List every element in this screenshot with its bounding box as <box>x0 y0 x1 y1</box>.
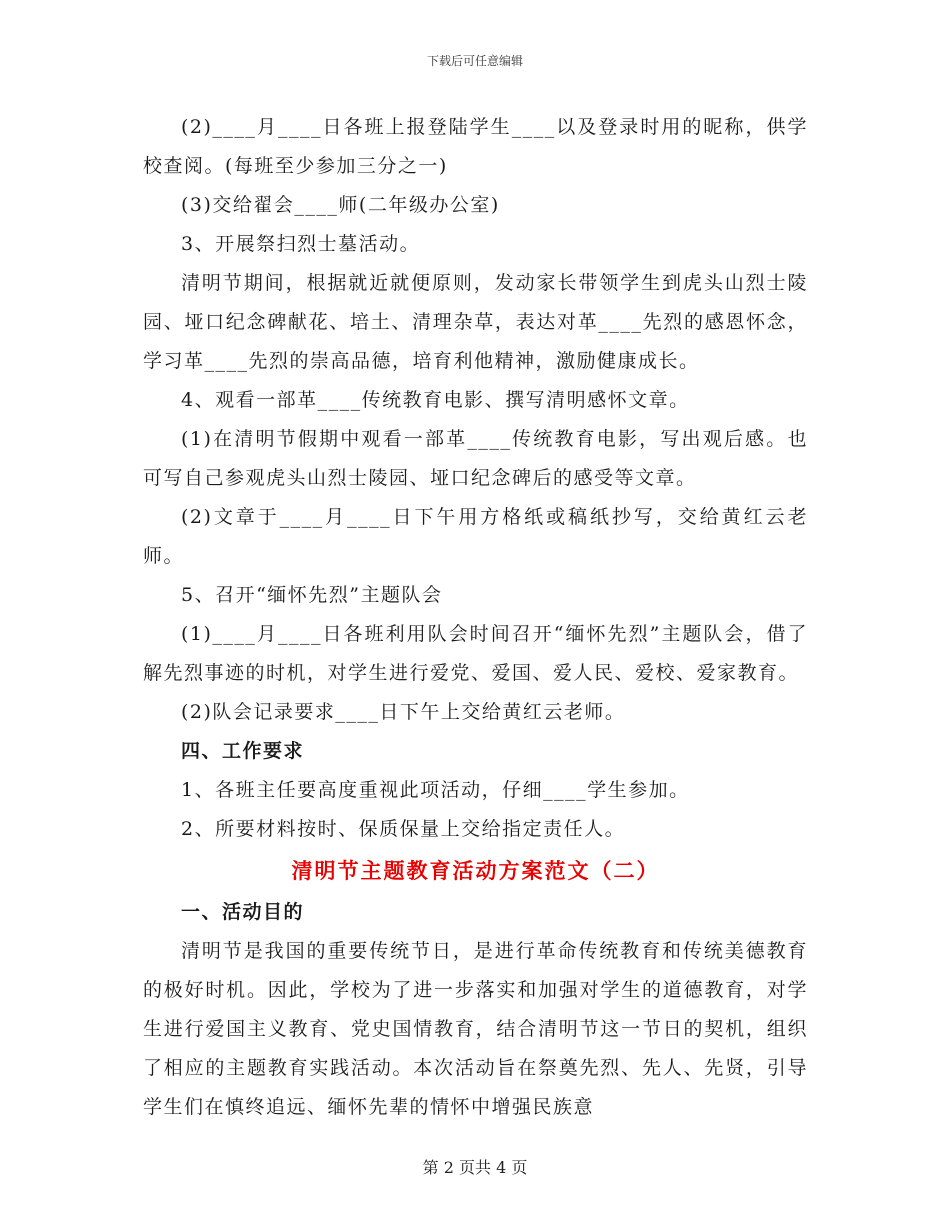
paragraph: 清明节期间，根据就近就便原则，发动家长带领学生到虎头山烈士陵园、垭口纪念碑献花、培土、清理杂草，表达对革____先烈的感恩怀念，学习革____先烈的崇高品德，培育利他精神，激励健康成长。 <box>143 272 808 372</box>
paragraph: 1、各班主任要高度重视此项活动，仔细____学生参加。 <box>181 779 690 801</box>
paragraph: 清明节是我国的重要传统节日，是进行革命传统教育和传统美德教育的极好时机。因此，学校为了进一步落实和加强对学生的道德教育，对学生进行爱国主义教育、党史国情教育，结合清明节这一节日的契机，组织了相应的主题教育实践活动。本次活动旨在祭奠先烈、先人、先贤，引导学生们在慎终追远、缅怀先辈的情怀中增强民族意 <box>143 940 808 1118</box>
paragraph: (2)文章于____月____日下午用方格纸或稿纸抄写，交给黄红云老师。 <box>143 506 808 567</box>
section-title: 清明节主题教育活动方案范文（二） <box>291 859 660 883</box>
page-number: 第 2 页共 4 页 <box>422 1158 528 1177</box>
paragraph: (1)在清明节假期中观看一部革____传统教育电影，写出观后感。也可写自己参观虎头山烈士陵园、垭口纪念碑后的感受等文章。 <box>143 428 808 489</box>
document-body <box>143 108 808 1127</box>
paragraph: 3、开展祭扫烈士墓活动。 <box>181 233 421 255</box>
paragraph: (1)____月____日各班利用队会时间召开“缅怀先烈”主题队会，借了解先烈事迹的时机，对学生进行爱党、爱国、爱人民、爱校、爱家教育。 <box>143 623 808 684</box>
paragraph: (2)队会记录要求____日下午上交给黄红云老师。 <box>181 701 626 723</box>
section-heading-work-requirements: 四、工作要求 <box>181 740 305 762</box>
paragraph: 4、观看一部革____传统教育电影、撰写清明感怀文章。 <box>181 389 690 411</box>
paragraph: (2)____月____日各班上报登陆学生____以及登录时用的昵称，供学校查阅。(每班至少参加三分之一) <box>143 116 808 177</box>
paragraph: (3)交给翟会____师(二年级办公室) <box>181 194 500 216</box>
header-note: 下载后可任意编辑 <box>426 54 523 68</box>
paragraph: 2、所要材料按时、保质保量上交给指定责任人。 <box>181 818 626 840</box>
paragraph: 5、召开“缅怀先烈”主题队会 <box>181 584 443 606</box>
section-heading-purpose: 一、活动目的 <box>181 901 305 923</box>
